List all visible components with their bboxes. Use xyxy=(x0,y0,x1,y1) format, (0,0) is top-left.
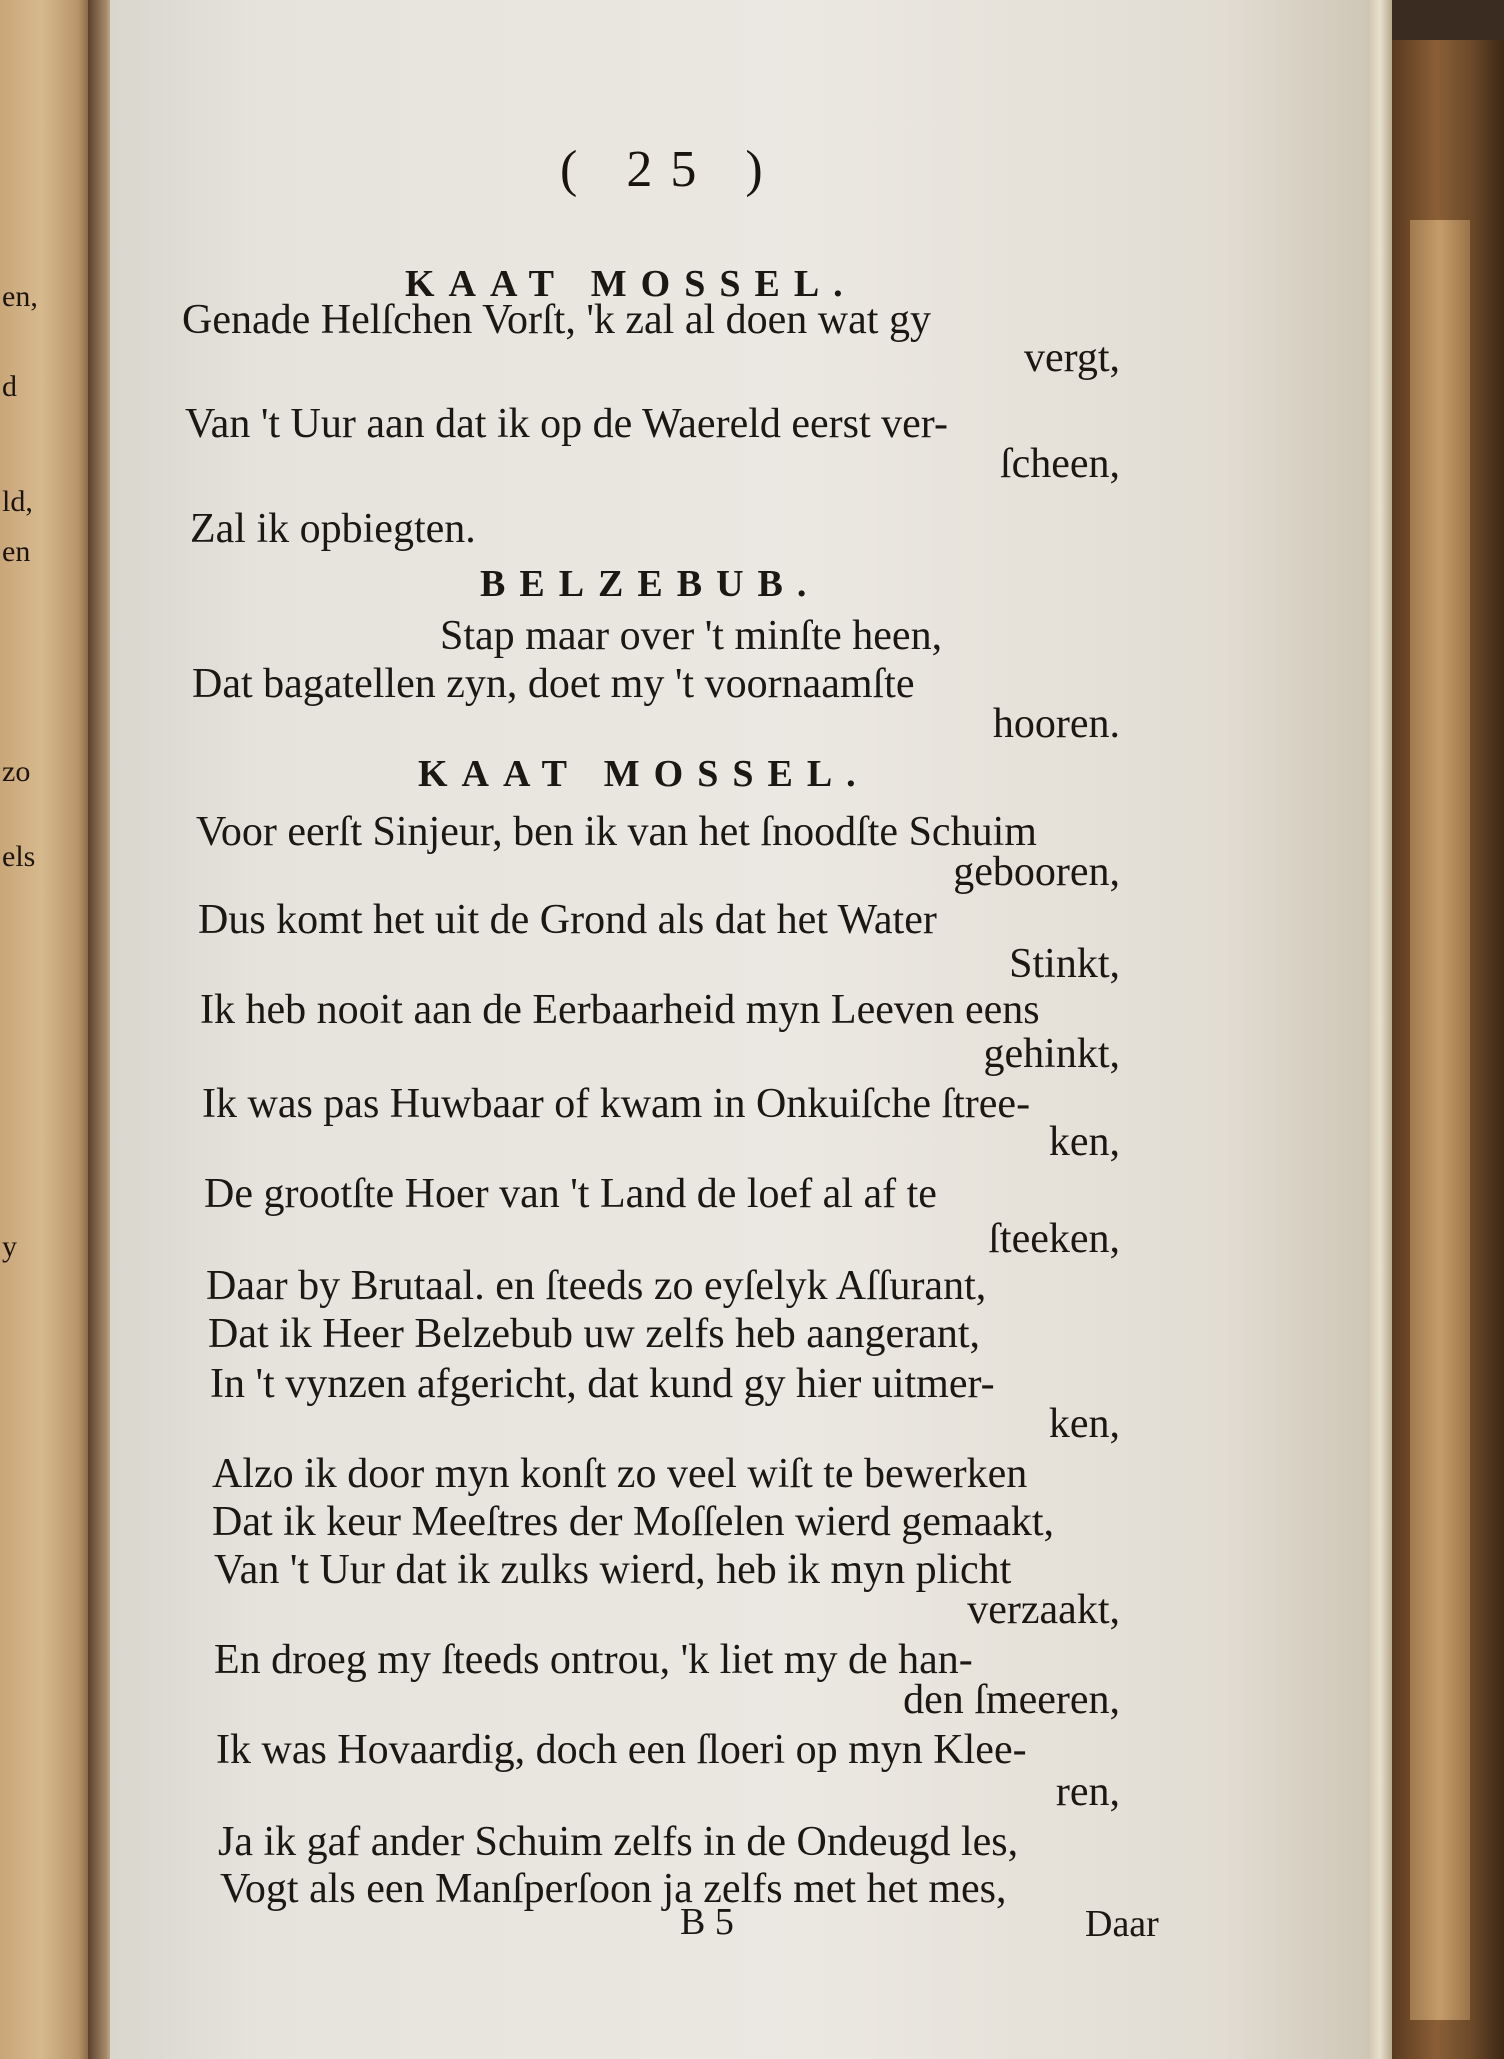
verse-turnover: ſteeken, xyxy=(988,1216,1120,1262)
verse-line: Van 't Uur dat ik zulks wierd, heb ik myn plicht xyxy=(214,1547,1012,1593)
verse-turnover: hooren. xyxy=(992,701,1120,747)
signature-mark: B 5 xyxy=(680,1901,734,1943)
verse-line: Ik heb nooit aan de Eerbaarheid myn Leeven eens xyxy=(200,987,1040,1033)
verse-line: Voor eerſt Sinjeur, ben ik van het ſnoodſte Schuim xyxy=(196,809,1037,855)
verse-turnover: gebooren, xyxy=(953,849,1120,895)
verse-turnover: vergt, xyxy=(1023,335,1120,381)
verse-line: Ik was pas Huwbaar of kwam in Onkuiſche ſtree- xyxy=(202,1081,1031,1127)
previous-page-edge xyxy=(0,0,92,2059)
speaker-name: BELZEBUB. xyxy=(480,563,821,605)
verse-line: Dat bagatellen zyn, doet my 't voornaamſte xyxy=(192,661,915,707)
left-page-fragment: d xyxy=(2,370,17,403)
verse-turnover: verzaakt, xyxy=(967,1587,1120,1633)
book-cover-board-inner xyxy=(1410,220,1470,2020)
verse-turnover: Stinkt, xyxy=(1009,941,1120,987)
verse-line: Ja ik gaf ander Schuim zelfs in de Ondeugd les, xyxy=(218,1819,1019,1865)
speaker-name: KAAT MOSSEL. xyxy=(405,263,857,305)
verse-line: In 't vynzen afgericht, dat kund gy hier uitmer- xyxy=(210,1361,995,1407)
verse-turnover: ſcheen, xyxy=(999,441,1120,487)
verse-line: Zal ik opbiegten. xyxy=(190,506,476,552)
verse-turnover: gehinkt, xyxy=(983,1031,1120,1077)
verse-line: Dat ik Heer Belzebub uw zelfs heb aangerant, xyxy=(208,1311,980,1357)
verse-line: Stap maar over 't minſte heen, xyxy=(440,613,943,659)
page-edge xyxy=(1368,0,1392,2059)
left-page-fragment: y xyxy=(2,1230,17,1263)
verse-line: De grootſte Hoer van 't Land de loef al af te xyxy=(204,1171,937,1217)
catchword: Daar xyxy=(1085,1903,1159,1945)
verse-line: Vogt als een Manſperſoon ja zelfs met het mes, xyxy=(220,1866,1007,1912)
verse-line: Genade Helſchen Vorſt, 'k zal al doen wat gy xyxy=(182,297,931,343)
verse-line: Alzo ik door myn konſt zo veel wiſt te bewerken xyxy=(212,1451,1028,1497)
verse-line: Dus komt het uit de Grond als dat het Water xyxy=(198,897,937,943)
verse-turnover: ren, xyxy=(1055,1769,1120,1815)
verse-turnover: ken, xyxy=(1048,1401,1120,1447)
left-page-fragment: zo xyxy=(2,755,31,788)
left-page-fragment: els xyxy=(2,840,36,873)
speaker-name: KAAT MOSSEL. xyxy=(418,753,870,795)
verse-line: Dat ik keur Meeſtres der Moſſelen wierd gemaakt, xyxy=(212,1499,1055,1545)
left-page-fragment: ld, xyxy=(2,485,33,518)
page-number: ( 25 ) xyxy=(560,141,781,198)
left-page-fragment: en xyxy=(2,535,31,568)
verse-turnover: den ſmeeren, xyxy=(903,1677,1120,1723)
verse-line: Ik was Hovaardig, doch een ſloeri op myn Klee- xyxy=(216,1727,1027,1773)
verse-line: Daar by Brutaal. en ſteeds zo eyſelyk Aſſurant, xyxy=(206,1263,987,1309)
left-page-fragment: en, xyxy=(2,280,38,313)
verse-turnover: ken, xyxy=(1048,1119,1120,1165)
verse-line: Van 't Uur aan dat ik op de Waereld eerst ver- xyxy=(185,401,948,447)
verse-line: En droeg my ſteeds ontrou, 'k liet my de han- xyxy=(214,1637,973,1683)
